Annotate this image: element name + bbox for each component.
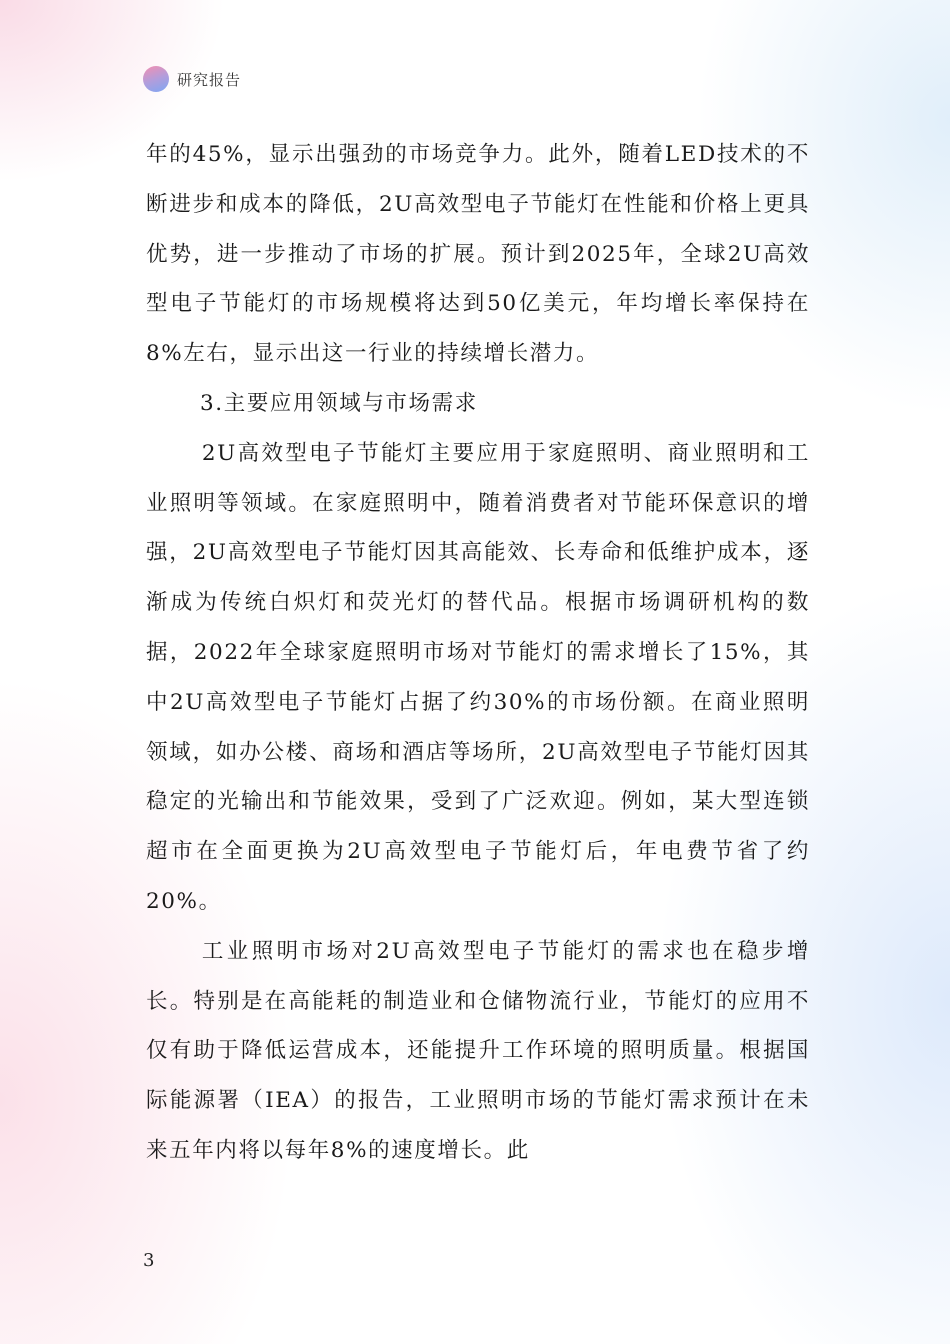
- header-title: 研究报告: [177, 70, 242, 89]
- section-heading: 3.主要应用领域与市场需求: [200, 390, 478, 416]
- paragraph-continued: 年的45%，显示出强劲的市场竞争力。此外，随着LED技术的不断进步和成本的降低，2U高效型电子节能灯在性能和价格上更具优势，进一步推动了市场的扩展。预计到2025年，全球2U高效型电子节能灯的市场规模将达到50亿美元，年均增长率保持在8%左右，显示出这一行业的持续增长潜力。: [146, 142, 810, 367]
- document-body: [146, 130, 810, 1176]
- logo-icon: [143, 66, 169, 92]
- paragraph-industrial: 工业照明市场对2U高效型电子节能灯的需求也在稳步增长。特别是在高能耗的制造业和仓储物流行业，节能灯的应用不仅有助于降低运营成本，还能提升工作环境的照明质量。根据国际能源署（IEA）的报告，工业照明市场的节能灯需求预计在未来五年内将以每年8%的速度增长。此: [146, 938, 810, 1163]
- report-header: [143, 66, 241, 92]
- paragraph-applications: 2U高效型电子节能灯主要应用于家庭照明、商业照明和工业照明等领域。在家庭照明中，随着消费者对节能环保意识的增强，2U高效型电子节能灯因其高能效、长寿命和低维护成本，逐渐成为传统白炽灯和荧光灯的替代品。根据市场调研机构的数据，2022年全球家庭照明市场对节能灯的需求增长了15%，其中2U高效型电子节能灯占据了约30%的市场份额。在商业照明领域，如办公楼、商场和酒店等场所，2U高效型电子节能灯因其稳定的光输出和节能效果，受到了广泛欢迎。例如，某大型连锁超市在全面更换为2U高效型电子节能灯后，年电费节省了约20%。: [146, 440, 810, 914]
- page-number: 3: [143, 1250, 155, 1271]
